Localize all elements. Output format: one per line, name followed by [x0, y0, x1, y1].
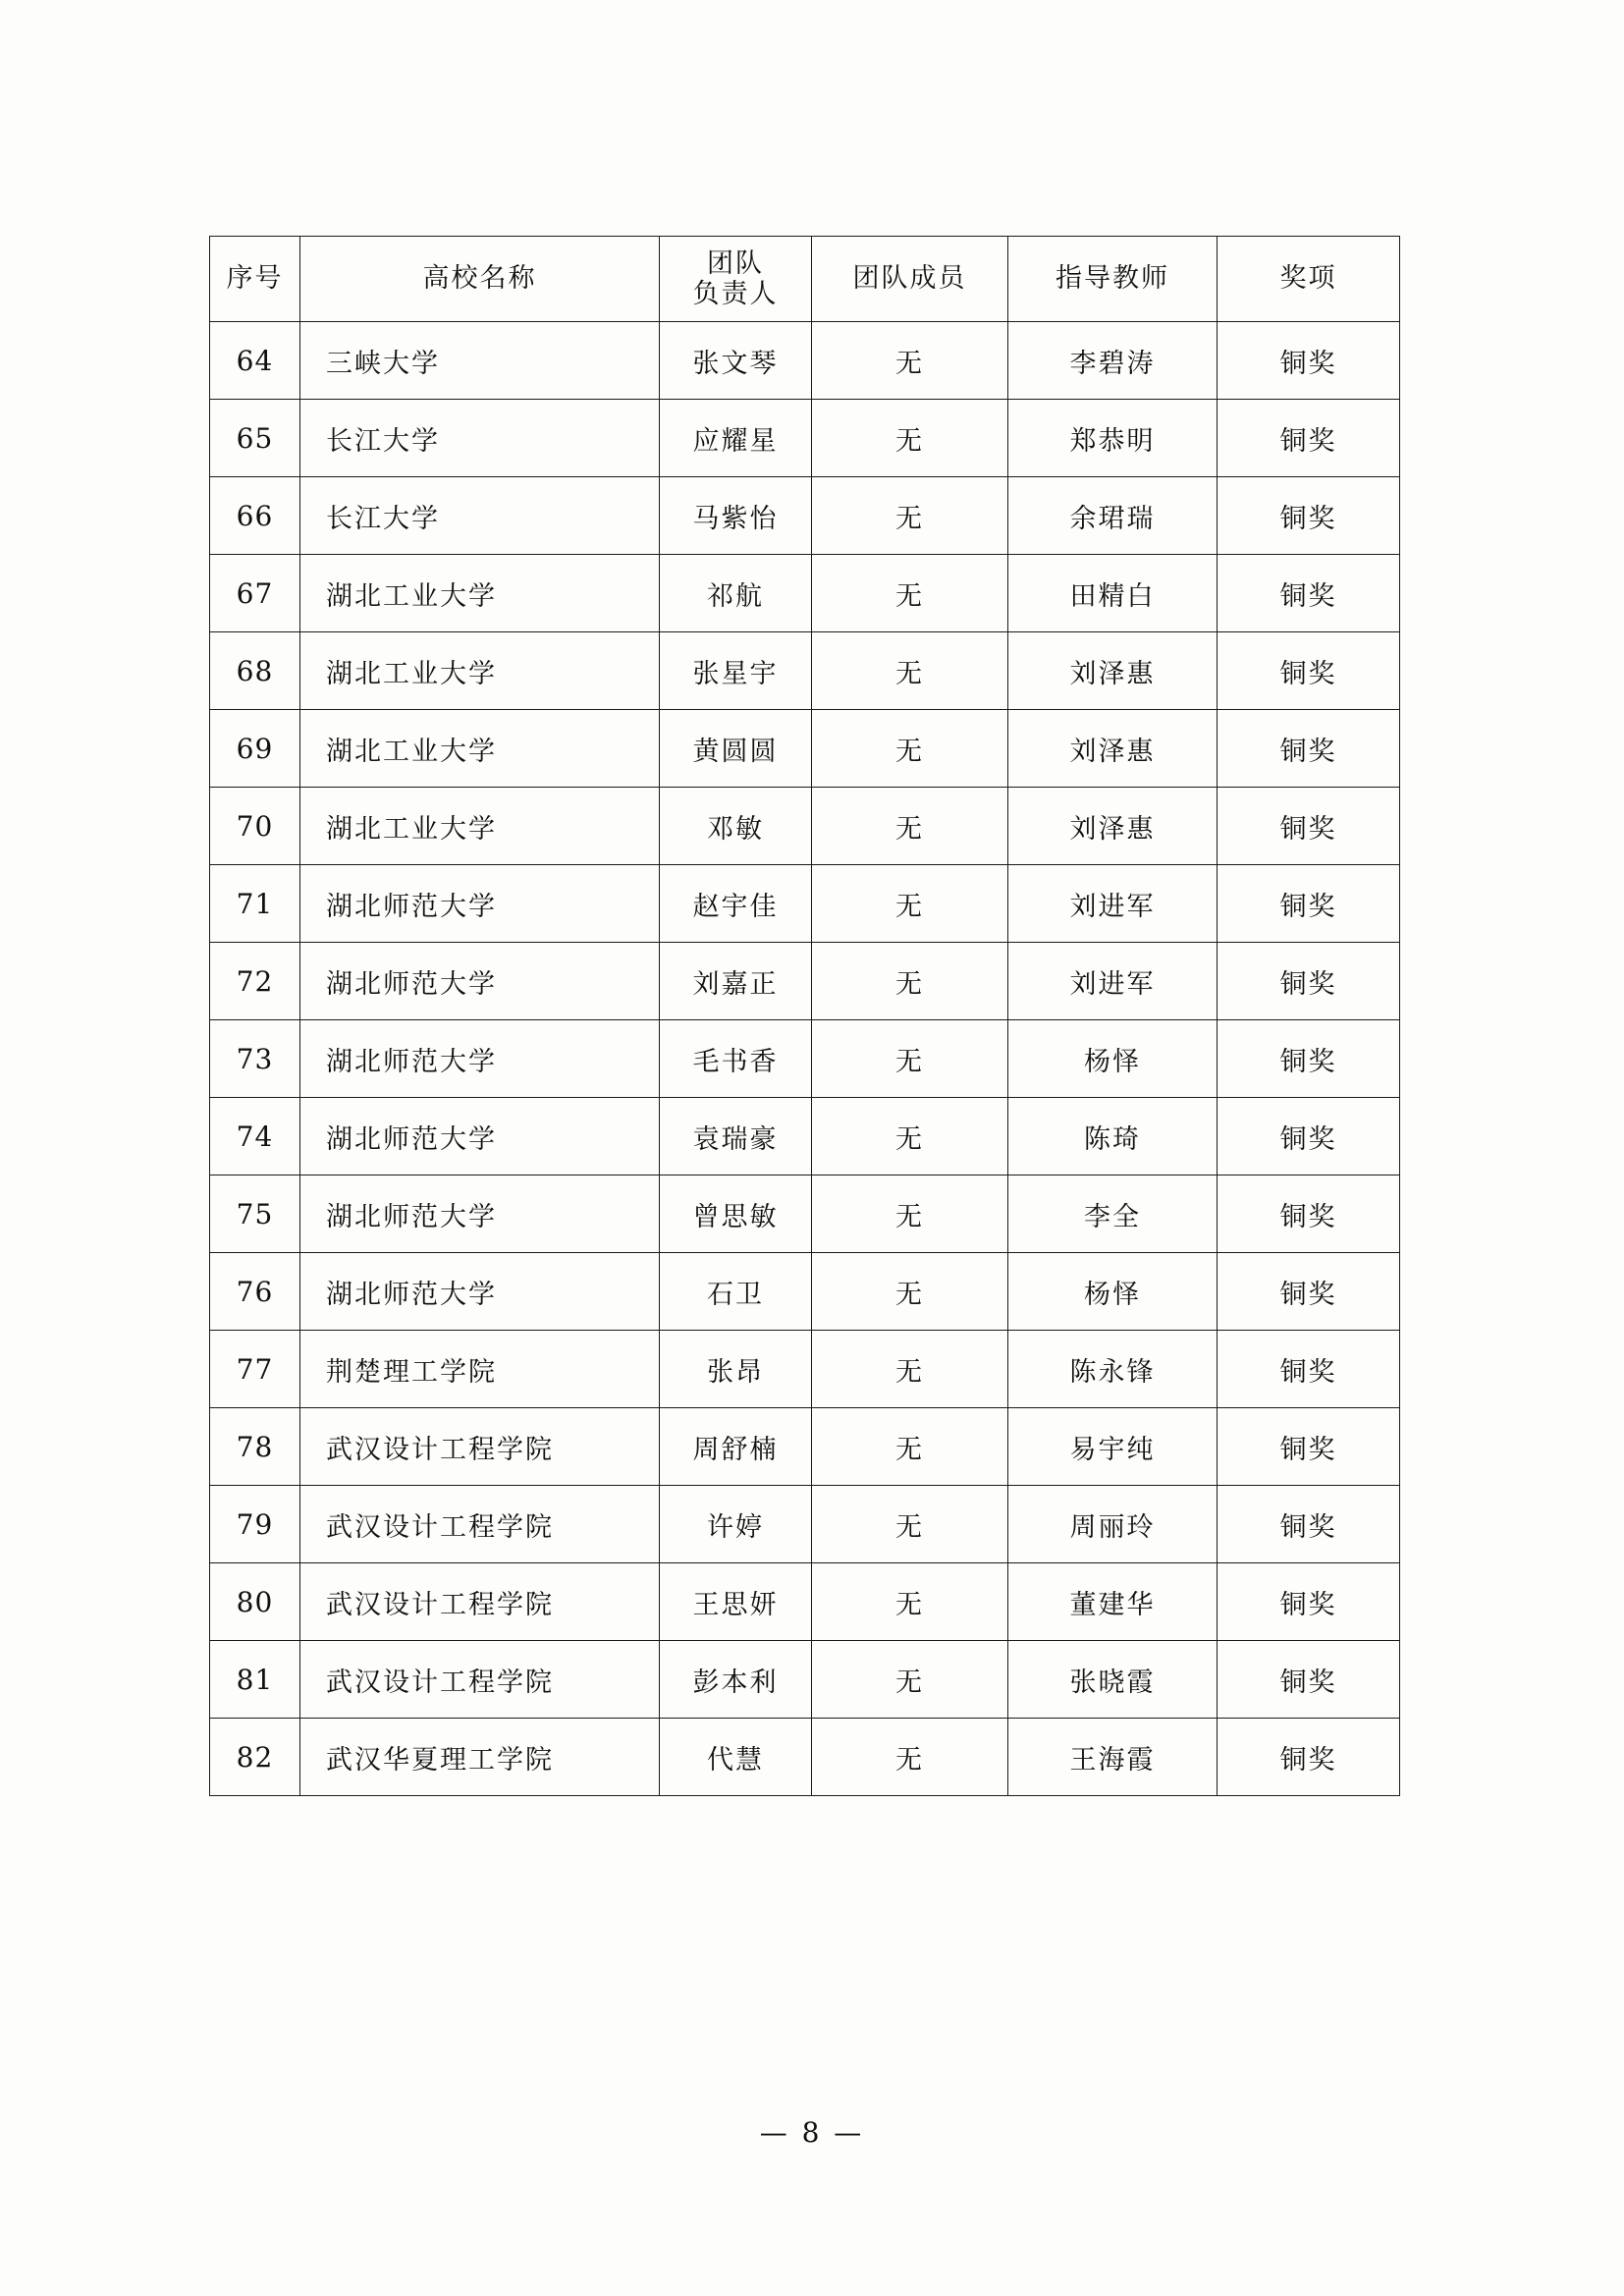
- column-header-leader-line1: 团队: [707, 247, 764, 279]
- row-team-leader: 毛书香: [660, 1020, 812, 1098]
- row-school-name: 长江大学: [300, 477, 660, 555]
- row-award: 铜奖: [1218, 1486, 1400, 1563]
- row-school-name: 湖北师范大学: [300, 943, 660, 1020]
- table-row: [210, 632, 1400, 710]
- row-school-name: 湖北师范大学: [300, 1020, 660, 1098]
- table-row: [210, 1486, 1400, 1563]
- column-header-index: 序号: [210, 237, 300, 322]
- row-team-members: 无: [812, 555, 1008, 632]
- row-team-members: 无: [812, 1175, 1008, 1253]
- row-mentor: 刘泽惠: [1008, 788, 1218, 865]
- row-award: 铜奖: [1218, 865, 1400, 943]
- row-team-members: 无: [812, 1098, 1008, 1175]
- row-team-members: 无: [812, 1563, 1008, 1641]
- row-team-members: 无: [812, 710, 1008, 788]
- row-mentor: 张晓霞: [1008, 1641, 1218, 1719]
- row-index: 65: [210, 400, 300, 477]
- row-mentor: 余珺瑞: [1008, 477, 1218, 555]
- row-mentor: 田精白: [1008, 555, 1218, 632]
- row-award: 铜奖: [1218, 710, 1400, 788]
- row-school-name: 武汉设计工程学院: [300, 1408, 660, 1486]
- row-award: 铜奖: [1218, 943, 1400, 1020]
- table-row: [210, 477, 1400, 555]
- table-row: [210, 1098, 1400, 1175]
- table-row: [210, 322, 1400, 400]
- row-team-leader: 黄圆圆: [660, 710, 812, 788]
- row-team-members: 无: [812, 632, 1008, 710]
- row-school-name: 湖北工业大学: [300, 788, 660, 865]
- row-award: 铜奖: [1218, 322, 1400, 400]
- row-team-members: 无: [812, 477, 1008, 555]
- row-mentor: 易宇纯: [1008, 1408, 1218, 1486]
- row-team-leader: 张文琴: [660, 322, 812, 400]
- row-award: 铜奖: [1218, 1020, 1400, 1098]
- row-mentor: 刘泽惠: [1008, 710, 1218, 788]
- row-school-name: 湖北师范大学: [300, 865, 660, 943]
- row-index: 82: [210, 1719, 300, 1796]
- row-team-leader: 祁航: [660, 555, 812, 632]
- row-team-leader: 张昂: [660, 1331, 812, 1408]
- row-index: 79: [210, 1486, 300, 1563]
- row-mentor: 刘进军: [1008, 865, 1218, 943]
- table-row: [210, 1253, 1400, 1331]
- row-team-members: 无: [812, 1486, 1008, 1563]
- row-school-name: 湖北工业大学: [300, 555, 660, 632]
- row-school-name: 武汉设计工程学院: [300, 1486, 660, 1563]
- row-team-leader: 应耀星: [660, 400, 812, 477]
- row-award: 铜奖: [1218, 477, 1400, 555]
- row-school-name: 三峡大学: [300, 322, 660, 400]
- row-index: 66: [210, 477, 300, 555]
- row-team-members: 无: [812, 1641, 1008, 1719]
- row-school-name: 湖北工业大学: [300, 710, 660, 788]
- row-team-members: 无: [812, 400, 1008, 477]
- row-mentor: 董建华: [1008, 1563, 1218, 1641]
- row-team-members: 无: [812, 1719, 1008, 1796]
- row-index: 68: [210, 632, 300, 710]
- row-team-members: 无: [812, 322, 1008, 400]
- row-index: 70: [210, 788, 300, 865]
- row-team-leader: 代慧: [660, 1719, 812, 1796]
- row-award: 铜奖: [1218, 1331, 1400, 1408]
- column-header-mentor: 指导教师: [1008, 237, 1218, 322]
- row-award: 铜奖: [1218, 1641, 1400, 1719]
- row-team-leader: 王思妍: [660, 1563, 812, 1641]
- row-index: 74: [210, 1098, 300, 1175]
- row-team-members: 无: [812, 865, 1008, 943]
- row-mentor: 刘进军: [1008, 943, 1218, 1020]
- row-index: 76: [210, 1253, 300, 1331]
- row-school-name: 武汉设计工程学院: [300, 1563, 660, 1641]
- row-index: 80: [210, 1563, 300, 1641]
- row-award: 铜奖: [1218, 1563, 1400, 1641]
- row-team-leader: 赵宇佳: [660, 865, 812, 943]
- row-index: 71: [210, 865, 300, 943]
- row-mentor: 陈永锋: [1008, 1331, 1218, 1408]
- row-index: 72: [210, 943, 300, 1020]
- row-team-members: 无: [812, 1408, 1008, 1486]
- row-mentor: 刘泽惠: [1008, 632, 1218, 710]
- row-team-members: 无: [812, 943, 1008, 1020]
- column-header-award: 奖项: [1218, 237, 1400, 322]
- row-team-leader: 邓敏: [660, 788, 812, 865]
- row-school-name: 湖北师范大学: [300, 1098, 660, 1175]
- row-team-members: 无: [812, 1253, 1008, 1331]
- row-index: 77: [210, 1331, 300, 1408]
- table-row: [210, 943, 1400, 1020]
- table-body: [210, 322, 1400, 1796]
- row-award: 铜奖: [1218, 1408, 1400, 1486]
- row-school-name: 武汉设计工程学院: [300, 1641, 660, 1719]
- page-number: — 8 —: [759, 2116, 865, 2149]
- row-mentor: 李全: [1008, 1175, 1218, 1253]
- row-school-name: 长江大学: [300, 400, 660, 477]
- table-row: [210, 865, 1400, 943]
- award-list-table: [209, 236, 1400, 1796]
- row-award: 铜奖: [1218, 1098, 1400, 1175]
- header-row: [210, 237, 1400, 322]
- row-award: 铜奖: [1218, 555, 1400, 632]
- row-award: 铜奖: [1218, 1253, 1400, 1331]
- column-header-leader-line2: 负责人: [692, 279, 779, 309]
- row-index: 78: [210, 1408, 300, 1486]
- row-team-leader: 彭本利: [660, 1641, 812, 1719]
- row-school-name: 湖北工业大学: [300, 632, 660, 710]
- table-row: [210, 788, 1400, 865]
- row-team-leader: 曾思敏: [660, 1175, 812, 1253]
- row-award: 铜奖: [1218, 1719, 1400, 1796]
- row-school-name: 湖北师范大学: [300, 1175, 660, 1253]
- row-mentor: 周丽玲: [1008, 1486, 1218, 1563]
- row-index: 67: [210, 555, 300, 632]
- column-header-school: 高校名称: [300, 237, 660, 322]
- column-header-member: 团队成员: [812, 237, 1008, 322]
- column-header-leader: [660, 237, 812, 322]
- row-award: 铜奖: [1218, 400, 1400, 477]
- row-team-leader: 袁瑞豪: [660, 1098, 812, 1175]
- row-team-members: 无: [812, 1020, 1008, 1098]
- row-mentor: 陈琦: [1008, 1098, 1218, 1175]
- table-row: [210, 1719, 1400, 1796]
- row-school-name: 湖北师范大学: [300, 1253, 660, 1331]
- row-team-leader: 马紫怡: [660, 477, 812, 555]
- row-award: 铜奖: [1218, 788, 1400, 865]
- table-row: [210, 1641, 1400, 1719]
- row-team-leader: 石卫: [660, 1253, 812, 1331]
- table-row: [210, 1331, 1400, 1408]
- row-mentor: 李碧涛: [1008, 322, 1218, 400]
- table-row: [210, 400, 1400, 477]
- row-school-name: 荆楚理工学院: [300, 1331, 660, 1408]
- row-index: 64: [210, 322, 300, 400]
- row-team-members: 无: [812, 1331, 1008, 1408]
- row-school-name: 武汉华夏理工学院: [300, 1719, 660, 1796]
- row-mentor: 郑恭明: [1008, 400, 1218, 477]
- row-index: 81: [210, 1641, 300, 1719]
- table-row: [210, 1408, 1400, 1486]
- row-team-leader: 张星宇: [660, 632, 812, 710]
- table-header: [210, 237, 1400, 322]
- table-row: [210, 1020, 1400, 1098]
- table-row: [210, 555, 1400, 632]
- table-row: [210, 710, 1400, 788]
- row-index: 69: [210, 710, 300, 788]
- table-row: [210, 1175, 1400, 1253]
- row-index: 73: [210, 1020, 300, 1098]
- row-index: 75: [210, 1175, 300, 1253]
- table-row: [210, 1563, 1400, 1641]
- row-mentor: 王海霞: [1008, 1719, 1218, 1796]
- row-team-leader: 许婷: [660, 1486, 812, 1563]
- row-mentor: 杨怿: [1008, 1253, 1218, 1331]
- row-award: 铜奖: [1218, 632, 1400, 710]
- row-team-leader: 刘嘉正: [660, 943, 812, 1020]
- row-mentor: 杨怿: [1008, 1020, 1218, 1098]
- row-team-members: 无: [812, 788, 1008, 865]
- row-award: 铜奖: [1218, 1175, 1400, 1253]
- row-team-leader: 周舒楠: [660, 1408, 812, 1486]
